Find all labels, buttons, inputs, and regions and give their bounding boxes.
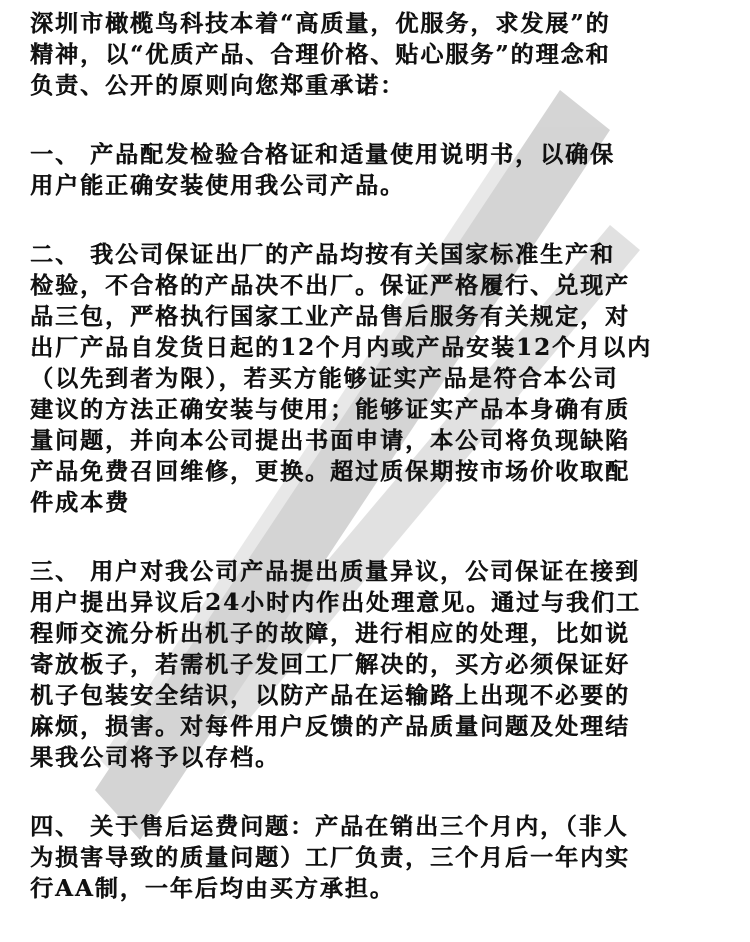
paragraph-1 [30,8,720,101]
text-line: 深圳市橄榄鸟科技本着“高质量，优服务，求发展”的 [30,10,611,37]
text-line: 机子包装安全结识，以防产品在运输路上出现不必要的 [30,682,630,709]
warranty-document [30,8,720,942]
text-line: 产品免费召回维修，更换。超过质保期按市场价收取配 [30,458,630,485]
paragraph-3 [30,239,720,518]
text-line: 一、 产品配发检验合格证和适量使用说明书，以确保 [30,141,616,168]
text-line: （以先到者为限），若买方能够证实产品是符合本公司 [30,365,619,392]
text-line: 出厂产品自发货日起的12个月内或产品安装12个月以内 [30,334,653,361]
text-line: 负责、公开的原则向您郑重承诺： [30,72,405,99]
text-line: 建议的方法正确安装与使用；能够证实产品本身确有质 [30,396,630,423]
text-line: 行AA制，一年后均由买方承担。 [30,875,395,902]
text-line: 果我公司将予以存档。 [30,744,280,771]
text-line: 四、 关于售后运费问题：产品在销出三个月内，（非人 [30,813,629,840]
paragraph-5 [30,811,720,904]
text-line: 用户提出异议后24小时内作出处理意见。通过与我们工 [30,589,642,616]
paragraph-4 [30,556,720,773]
paragraph-2 [30,139,720,201]
text-line: 品三包，严格执行国家工业产品售后服务有关规定，对 [30,303,630,330]
text-line: 件成本费 [30,489,130,516]
text-line: 麻烦，损害。对每件用户反馈的产品质量问题及处理结 [30,713,630,740]
text-line: 程师交流分析出机子的故障，进行相应的处理，比如说 [30,620,630,647]
text-line: 用户能正确安装使用我公司产品。 [30,172,405,199]
text-line: 三、 用户对我公司产品提出质量异议，公司保证在接到 [30,558,641,585]
text-line: 为损害导致的质量问题）工厂负责，三个月后一年内实 [30,844,630,871]
text-line: 量问题，并向本公司提出书面申请，本公司将负现缺陷 [30,427,630,454]
text-line: 精神，以“优质产品、合理价格、贴心服务”的理念和 [30,41,611,68]
text-line: 寄放板子，若需机子发回工厂解决的，买方必须保证好 [30,651,630,678]
text-line: 二、 我公司保证出厂的产品均按有关国家标准生产和 [30,241,616,268]
text-line: 检验，不合格的产品决不出厂。保证严格履行、兑现产 [30,272,630,299]
